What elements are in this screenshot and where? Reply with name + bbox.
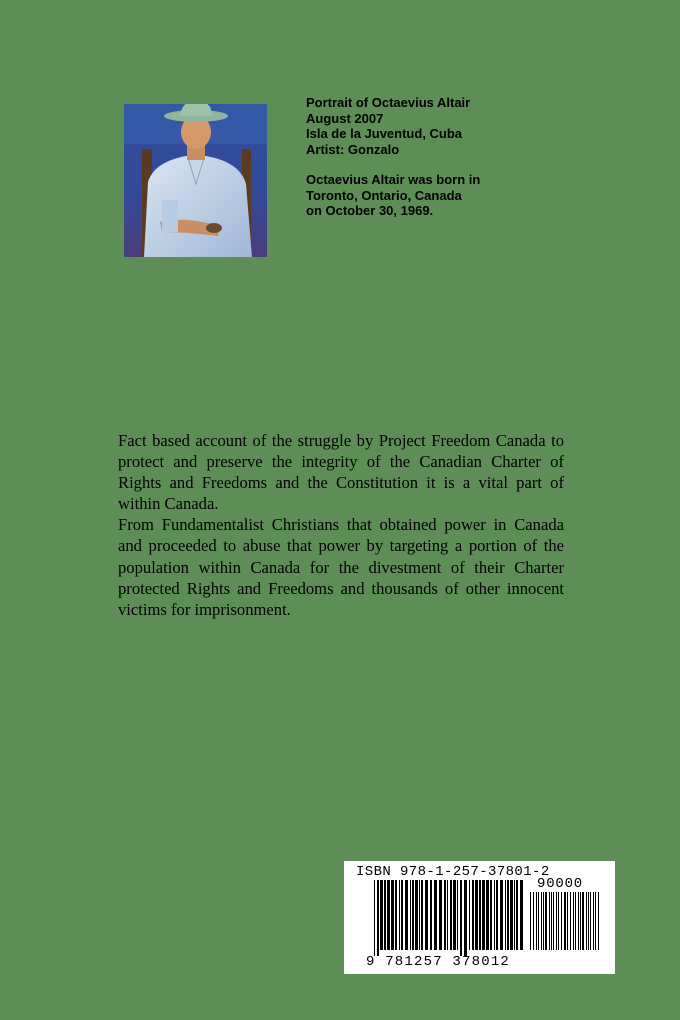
bio-line-3: on October 30, 1969.	[306, 203, 434, 218]
isbn-label: ISBN 978-1-257-37801-2	[356, 864, 550, 880]
addon-barcode-bars	[530, 892, 602, 956]
bio-line-2: Toronto, Ontario, Canada	[306, 187, 462, 203]
isbn-barcode	[344, 861, 615, 974]
main-barcode-bars	[374, 880, 524, 956]
barcode-digits: 9 781257 378012	[366, 954, 511, 970]
portrait-painting	[124, 104, 267, 257]
caption-location: Isla de la Juventud, Cuba	[306, 126, 463, 141]
description-paragraph-1: Fact based account of the struggle by Project Freedom Canada to protect and preserve the integrity of the Canadian Charter of Rights and Freedoms and the Constitution it is a vital part of within Canada.	[118, 431, 564, 514]
caption-artist: Artist: Gonzalo	[306, 141, 400, 157]
author-portrait	[124, 104, 267, 257]
portrait-caption	[306, 95, 566, 219]
price-code: 90000	[537, 876, 584, 892]
book-description	[118, 430, 564, 620]
caption-title: Portrait of Octaevius Altair	[306, 95, 471, 110]
bio-line-1: Octaevius Altair was born in	[306, 172, 481, 187]
caption-date: August 2007	[306, 110, 384, 126]
description-paragraph-2: From Fundamentalist Christians that obtained power in Canada and proceeded to abuse that power by targeting a portion of the population within Canada for the divestment of their Charter protected Rights and Freedoms and thousands of other innocent victims for imprisonment.	[118, 515, 564, 619]
